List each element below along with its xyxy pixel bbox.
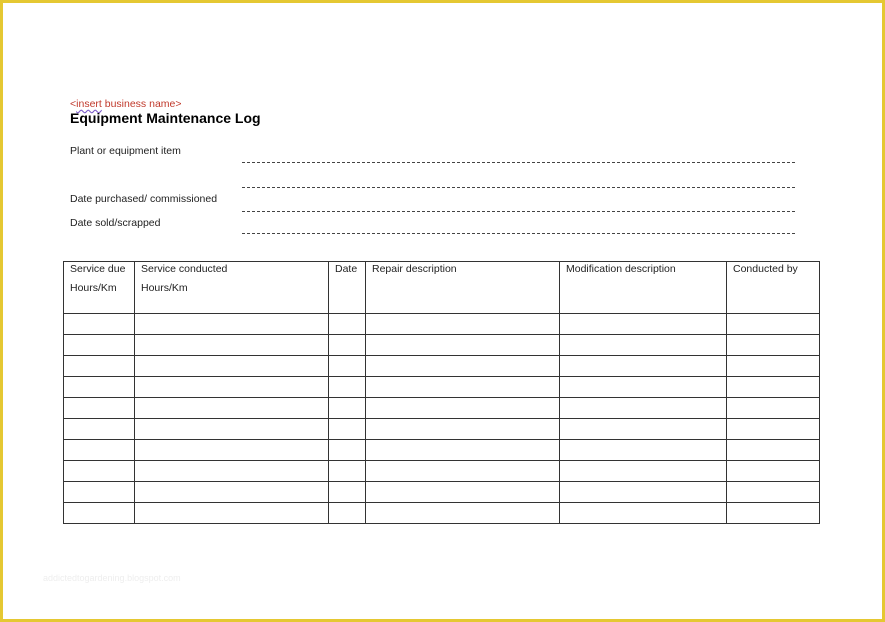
table-row xyxy=(64,440,820,461)
table-row xyxy=(64,377,820,398)
table-cell[interactable] xyxy=(64,314,135,335)
table-cell[interactable] xyxy=(329,482,366,503)
table-row xyxy=(64,314,820,335)
table-cell[interactable] xyxy=(366,419,560,440)
table-cell[interactable] xyxy=(727,419,820,440)
table-cell[interactable] xyxy=(560,419,727,440)
table-cell[interactable] xyxy=(727,482,820,503)
column-header-date: Date xyxy=(329,262,366,314)
column-header-repair-description: Repair description xyxy=(366,262,560,314)
table-cell[interactable] xyxy=(560,377,727,398)
table-row xyxy=(64,503,820,524)
spellcheck-word: insert xyxy=(76,98,102,110)
table-row xyxy=(64,419,820,440)
table-cell[interactable] xyxy=(64,335,135,356)
table-cell[interactable] xyxy=(366,377,560,398)
table-cell[interactable] xyxy=(560,440,727,461)
table-cell[interactable] xyxy=(727,440,820,461)
table-cell[interactable] xyxy=(329,398,366,419)
table-cell[interactable] xyxy=(135,314,329,335)
table-cell[interactable] xyxy=(329,461,366,482)
column-header-modification-description: Modification description xyxy=(560,262,727,314)
table-cell[interactable] xyxy=(727,335,820,356)
table-header-row xyxy=(64,262,820,314)
table-cell[interactable] xyxy=(135,440,329,461)
fill-line-equipment-item-1 xyxy=(242,162,795,163)
table-cell[interactable] xyxy=(329,335,366,356)
table-cell[interactable] xyxy=(135,335,329,356)
table-cell[interactable] xyxy=(366,461,560,482)
table-cell[interactable] xyxy=(560,314,727,335)
table-cell[interactable] xyxy=(727,398,820,419)
table-cell[interactable] xyxy=(329,419,366,440)
table-body xyxy=(64,314,820,524)
table-cell[interactable] xyxy=(366,440,560,461)
table-cell[interactable] xyxy=(366,503,560,524)
table-cell[interactable] xyxy=(727,503,820,524)
maintenance-log-table xyxy=(63,261,820,524)
column-header-service-due: Service due Hours/Km xyxy=(64,262,135,314)
table-row xyxy=(64,335,820,356)
table-cell[interactable] xyxy=(727,377,820,398)
table-cell[interactable] xyxy=(64,356,135,377)
table-row xyxy=(64,398,820,419)
fill-line-equipment-item-2 xyxy=(242,187,795,188)
table-cell[interactable] xyxy=(560,356,727,377)
table-row xyxy=(64,482,820,503)
table-cell[interactable] xyxy=(135,503,329,524)
field-label-equipment-item: Plant or equipment item xyxy=(70,145,181,157)
table-cell[interactable] xyxy=(135,482,329,503)
table-cell[interactable] xyxy=(727,356,820,377)
table-cell[interactable] xyxy=(64,440,135,461)
table-cell[interactable] xyxy=(135,377,329,398)
table-cell[interactable] xyxy=(135,419,329,440)
table-cell[interactable] xyxy=(64,398,135,419)
table-cell[interactable] xyxy=(366,398,560,419)
table-cell[interactable] xyxy=(64,377,135,398)
table-cell[interactable] xyxy=(329,503,366,524)
table-cell[interactable] xyxy=(366,314,560,335)
page-title: Equipment Maintenance Log xyxy=(70,110,261,126)
fill-line-date-purchased xyxy=(242,211,795,212)
table-cell[interactable] xyxy=(329,314,366,335)
table-cell[interactable] xyxy=(560,503,727,524)
table-cell[interactable] xyxy=(329,440,366,461)
table-cell[interactable] xyxy=(135,461,329,482)
table-cell[interactable] xyxy=(135,398,329,419)
fill-line-date-sold xyxy=(242,233,795,234)
table-cell[interactable] xyxy=(560,482,727,503)
table-cell[interactable] xyxy=(366,356,560,377)
table-cell[interactable] xyxy=(64,482,135,503)
column-header-conducted-by: Conducted by xyxy=(727,262,820,314)
table-cell[interactable] xyxy=(560,335,727,356)
watermark: addictedtogardening.blogspot.com xyxy=(43,573,181,583)
table-cell[interactable] xyxy=(64,419,135,440)
business-name-placeholder: <insert business name> xyxy=(70,98,182,110)
table-cell[interactable] xyxy=(329,377,366,398)
column-header-service-conducted: Service conducted Hours/Km xyxy=(135,262,329,314)
table-cell[interactable] xyxy=(560,398,727,419)
table-cell[interactable] xyxy=(727,314,820,335)
table-row xyxy=(64,356,820,377)
field-label-date-sold: Date sold/scrapped xyxy=(70,217,161,229)
table-cell[interactable] xyxy=(366,482,560,503)
field-label-date-purchased: Date purchased/ commissioned xyxy=(70,193,218,205)
table-cell[interactable] xyxy=(366,335,560,356)
table-cell[interactable] xyxy=(64,503,135,524)
table-cell[interactable] xyxy=(135,356,329,377)
table-cell[interactable] xyxy=(329,356,366,377)
table-cell[interactable] xyxy=(64,461,135,482)
table-row xyxy=(64,461,820,482)
table-cell[interactable] xyxy=(560,461,727,482)
table-cell[interactable] xyxy=(727,461,820,482)
